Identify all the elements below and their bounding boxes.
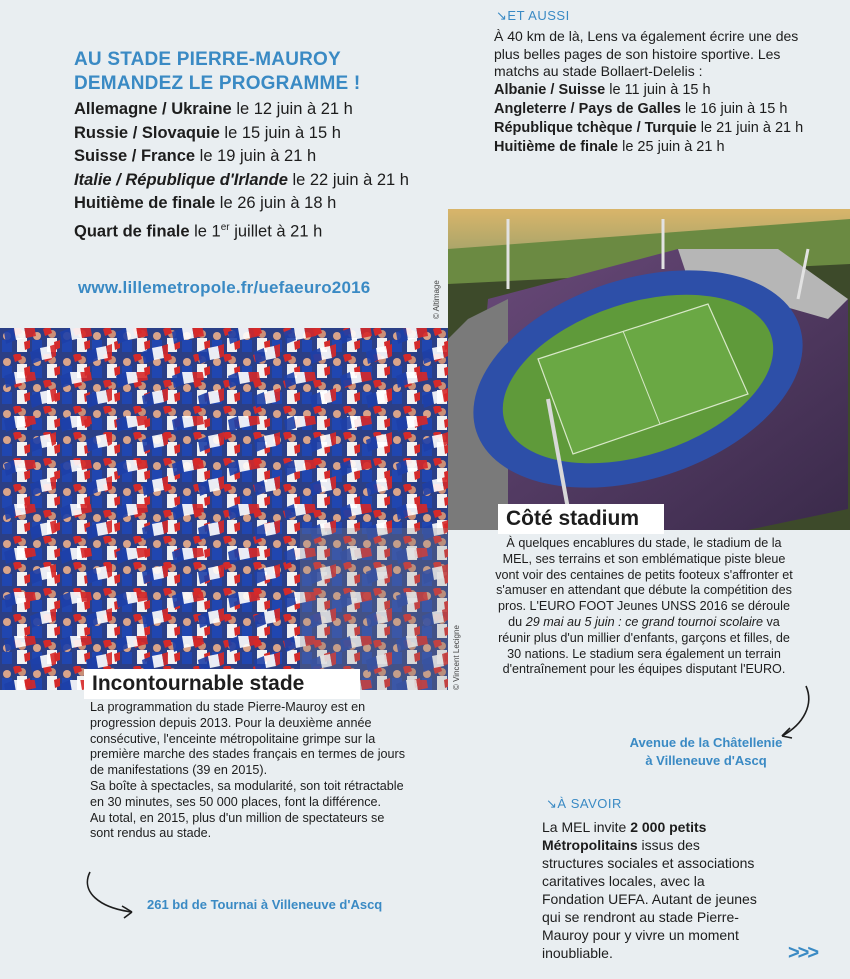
match-date: le 22 juin à 21 h	[287, 170, 409, 189]
match-date-post: juillet à 21 h	[229, 222, 323, 240]
match-teams: Quart de finale	[74, 222, 190, 240]
incontournable-heading: Incontournable stade	[84, 669, 360, 699]
a-savoir-pre: La MEL invite	[542, 819, 631, 835]
a-savoir-label: À SAVOIR	[557, 796, 622, 811]
incontournable-para1: La programmation du stade Pierre-Mauroy est en progression depuis 2013. Pour la deuxième année consécutive, l'enceinte métropolitaine grimpe sur la première marche des stades français en termes de jours de manifestations (39 en 2015).	[90, 700, 405, 778]
crowd-photo-credit: © Vincent Lecigne	[452, 625, 461, 690]
program-match-list	[74, 98, 414, 244]
match-teams: Allemagne / Ukraine	[74, 100, 232, 118]
match-date: le 26 juin à 18 h	[215, 194, 337, 212]
et-aussi-body	[494, 28, 824, 157]
stadium-text-a: À quelques encablures du stade, le stadium de la MEL, ses terrains et son emblématique piste bleue vont voir des centaines de petits footeux s'affronter et s'amuser en attendant que débute la compétition des pros. L'EURO FOOT Jeunes UNSS 2016 se déroule du	[495, 536, 793, 629]
et-aussi-intro: À 40 km de là, Lens va également écrire une des plus belles pages de son histoire sportive. Les matchs au stade Bollaert-Delelis :	[494, 28, 799, 79]
match-date-pre: le 1	[189, 222, 221, 240]
next-page-arrows[interactable]: >>>	[788, 942, 818, 964]
et-aussi-label: ET AUSSI	[507, 8, 570, 23]
match-item	[74, 98, 414, 122]
match-item	[494, 119, 824, 138]
match-teams: Huitième de finale	[494, 138, 619, 155]
match-item	[74, 122, 414, 146]
stadium-text-b: va réunir plus d'un millier d'enfants, garçons et filles, de 30 nations. Le stadium sera également un terrain d'entraînement pour les équipes disputant l'EURO.	[498, 614, 790, 677]
program-title-line1: AU STADE PIERRE-MAUROY	[74, 49, 341, 70]
incontournable-address: 261 bd de Tournai à Villeneuve d'Ascq	[147, 897, 383, 912]
match-date-sup: er	[220, 221, 230, 233]
stadium-aerial-photo	[432, 209, 850, 530]
match-item	[494, 138, 824, 157]
match-item	[74, 169, 414, 193]
match-date: le 15 juin à 15 h	[219, 123, 341, 142]
match-item	[74, 145, 414, 169]
a-savoir-text	[542, 818, 764, 962]
stadium-illustration	[448, 209, 850, 530]
match-item	[494, 100, 824, 119]
match-teams: Angleterre / Pays de Galles	[494, 100, 681, 117]
match-teams: Albanie / Suisse	[494, 81, 606, 98]
website-link[interactable]: www.lillemetropole.fr/uefaeuro2016	[78, 278, 371, 297]
match-date: le 16 juin à 15 h	[680, 100, 788, 117]
a-savoir-post: issus des structures sociales et associations caritatives locales, avec la Fondation UEFA. Autant de jeunes qui se rendront au stade Pierre-Mauroy pour y vivre un moment inoubliable.	[542, 837, 757, 961]
et-aussi-match-list	[494, 81, 824, 157]
curved-arrow-icon	[80, 870, 140, 920]
stadium-photo-credit: © Altimage	[432, 280, 441, 319]
match-teams: Huitième de finale	[74, 194, 216, 212]
incontournable-para2: Sa boîte à spectacles, sa modularité, son toit rétractable en 30 minutes, ses 50 000 places, font la différence.	[90, 778, 404, 809]
match-teams: Italie / République d'Irlande	[74, 170, 288, 189]
stadium-address	[626, 734, 786, 770]
incontournable-para3: Au total, en 2015, plus d'un million de spectateurs se sont rendus au stade.	[90, 810, 385, 841]
match-item	[494, 81, 824, 100]
match-date: le 21 juin à 21 h	[696, 119, 804, 136]
et-aussi-kicker	[496, 8, 570, 24]
program-title-line2: DEMANDEZ LE PROGRAMME !	[74, 73, 361, 94]
stadium-address-line2: à Villeneuve d'Ascq	[645, 753, 767, 768]
arrow-down-right-icon: ↘	[546, 796, 558, 811]
match-item	[74, 216, 414, 244]
match-date: le 12 juin à 21 h	[231, 100, 353, 118]
crowd-photo	[0, 328, 448, 690]
match-teams: Suisse / France	[74, 147, 196, 165]
match-teams: République tchèque / Turquie	[494, 119, 697, 136]
stadium-text-italic: 29 mai au 5 juin : ce grand tournoi scolaire	[525, 614, 764, 629]
program-title	[74, 48, 404, 96]
match-teams: Russie / Slovaquie	[74, 123, 220, 142]
a-savoir-kicker	[546, 796, 622, 812]
match-date: le 19 juin à 21 h	[195, 147, 317, 165]
match-date: le 11 juin à 15 h	[605, 81, 711, 98]
incontournable-text	[90, 700, 408, 842]
match-date: le 25 juin à 21 h	[618, 138, 725, 155]
stadium-address-line1: Avenue de la Châtellenie	[629, 735, 783, 750]
crowd-illustration	[0, 328, 448, 690]
arrow-down-right-icon: ↘	[496, 8, 508, 23]
stadium-heading: Côté stadium	[498, 504, 664, 534]
match-item	[74, 192, 414, 216]
a-savoir-bold: 2 000 petits Métropolitains	[542, 819, 707, 853]
stadium-text	[494, 536, 794, 678]
